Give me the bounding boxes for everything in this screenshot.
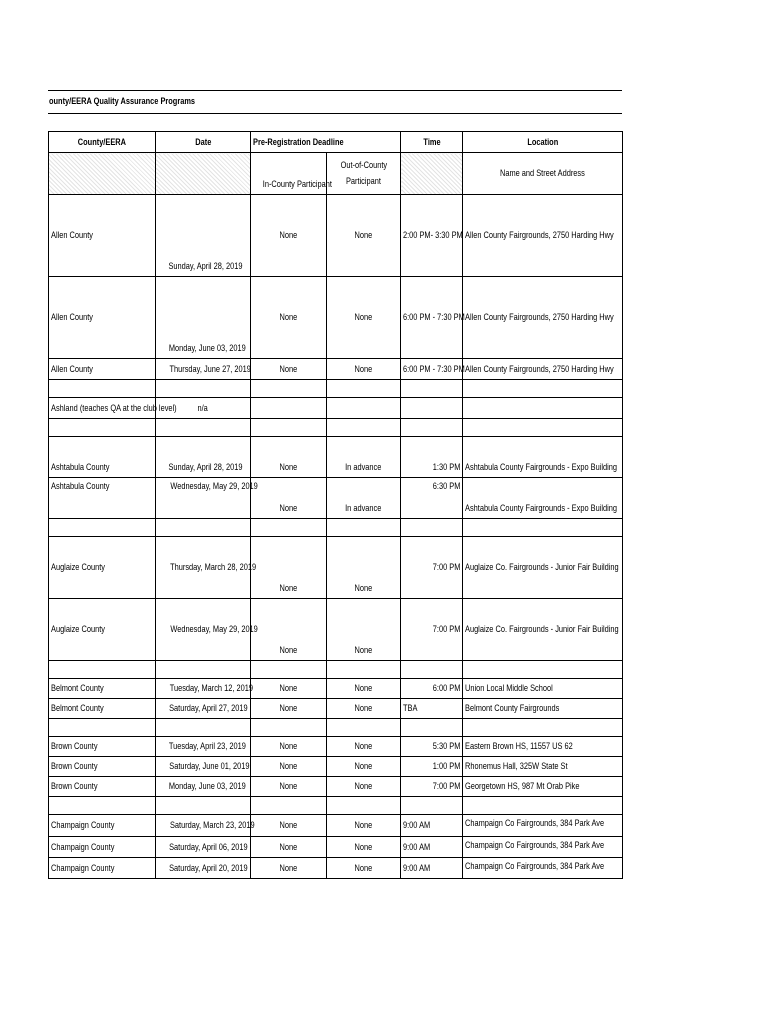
cell-out-county: None	[327, 679, 401, 699]
cell-county: Auglaize County	[49, 537, 156, 599]
cell-out-county: None	[327, 195, 401, 277]
cell-date: Wednesday, May 29, 2019	[156, 478, 251, 519]
table-row	[49, 478, 623, 519]
cell-time: 1:30 PM	[401, 437, 463, 478]
header-row	[49, 132, 623, 153]
cell-time: 6:30 PM	[401, 478, 463, 519]
cell-out-county: None	[327, 858, 401, 879]
cell-time: 9:00 AM	[401, 815, 463, 837]
title-bar	[48, 90, 622, 114]
page-title: ounty/EERA Quality Assurance Programs	[49, 96, 196, 107]
subheader-out-county: Out-of-County Participant	[327, 153, 401, 195]
cell-date: Saturday, April 20, 2019	[156, 858, 251, 879]
spacer-row	[49, 661, 623, 679]
cell-location: Allen County Fairgrounds, 2750 Harding Hwy	[463, 277, 623, 359]
header-time: Time	[401, 132, 463, 153]
cell-date: Thursday, March 28, 2019	[156, 537, 251, 599]
subheader-blank	[156, 153, 251, 195]
cell-county: Allen County	[49, 195, 156, 277]
cell-date: Saturday, June 01, 2019	[156, 757, 251, 777]
cell-in-county: None	[251, 699, 327, 719]
table-row	[49, 837, 623, 858]
table-row	[49, 815, 623, 837]
cell-date: Sunday, April 28, 2019	[156, 195, 251, 277]
spacer-row	[49, 380, 623, 398]
cell-location: Eastern Brown HS, 11557 US 62	[463, 737, 623, 757]
cell-time: 6:00 PM	[401, 679, 463, 699]
table-row	[49, 679, 623, 699]
cell-time: 7:00 PM	[401, 537, 463, 599]
table-row	[49, 359, 623, 380]
table-row	[49, 537, 623, 599]
subheader-blank	[401, 153, 463, 195]
cell-in-county: None	[251, 777, 327, 797]
cell-location: Ashtabula County Fairgrounds - Expo Building	[463, 478, 623, 519]
cell-in-county: None	[251, 537, 327, 599]
cell-time: 2:00 PM- 3:30 PM	[401, 195, 463, 277]
spacer-row	[49, 519, 623, 537]
cell-date: n/a	[156, 398, 251, 419]
cell-location: Auglaize Co. Fairgrounds - Junior Fair Building	[463, 537, 623, 599]
cell-in-county: None	[251, 437, 327, 478]
cell-county: Belmont County	[49, 699, 156, 719]
cell-location: Auglaize Co. Fairgrounds - Junior Fair Building	[463, 599, 623, 661]
table-row	[49, 599, 623, 661]
spacer-row	[49, 419, 623, 437]
cell-county: Ashtabula County	[49, 478, 156, 519]
cell-county: Belmont County	[49, 679, 156, 699]
table-row	[49, 437, 623, 478]
cell-in-county: None	[251, 815, 327, 837]
cell-county: Brown County	[49, 737, 156, 757]
cell-location: Champaign Co Fairgrounds, 384 Park Ave	[463, 815, 623, 837]
cell-county: Champaign County	[49, 837, 156, 858]
cell-out-county: None	[327, 537, 401, 599]
cell-time: 6:00 PM - 7:30 PM	[401, 359, 463, 380]
cell-out-county: None	[327, 757, 401, 777]
cell-time: 7:00 PM	[401, 777, 463, 797]
cell-date: Sunday, April 28, 2019	[156, 437, 251, 478]
cell-county: Ashland (teaches QA at the club level)	[49, 398, 156, 419]
cell-time: 1:00 PM	[401, 757, 463, 777]
subheader-blank	[49, 153, 156, 195]
cell-date: Saturday, April 06, 2019	[156, 837, 251, 858]
cell-out-county: None	[327, 777, 401, 797]
cell-county: Brown County	[49, 757, 156, 777]
cell-date: Wednesday, May 29, 2019	[156, 599, 251, 661]
cell-date: Tuesday, March 12, 2019	[156, 679, 251, 699]
subheader-row	[49, 153, 623, 195]
cell-out-county: None	[327, 359, 401, 380]
cell-location: Champaign Co Fairgrounds, 384 Park Ave	[463, 837, 623, 858]
cell-county: Champaign County	[49, 858, 156, 879]
table-row	[49, 737, 623, 757]
cell-date: Monday, June 03, 2019	[156, 777, 251, 797]
cell-location: Union Local Middle School	[463, 679, 623, 699]
cell-county: Champaign County	[49, 815, 156, 837]
cell-location: Rhonemus Hall, 325W State St	[463, 757, 623, 777]
table-row	[49, 195, 623, 277]
cell-county: Allen County	[49, 277, 156, 359]
cell-date: Thursday, June 27, 2019	[156, 359, 251, 380]
table-row	[49, 777, 623, 797]
cell-location: Champaign Co Fairgrounds, 384 Park Ave	[463, 858, 623, 879]
table-row	[49, 277, 623, 359]
cell-location: Belmont County Fairgrounds	[463, 699, 623, 719]
cell-time: TBA	[401, 699, 463, 719]
cell-out-county: None	[327, 599, 401, 661]
spacer-row	[49, 797, 623, 815]
header-location: Location	[463, 132, 623, 153]
cell-in-county: None	[251, 277, 327, 359]
cell-in-county: None	[251, 757, 327, 777]
cell-out-county: In advance	[327, 437, 401, 478]
table-row	[49, 398, 623, 419]
cell-out-county: None	[327, 737, 401, 757]
cell-in-county: None	[251, 858, 327, 879]
cell-in-county: None	[251, 837, 327, 858]
cell-location: Allen County Fairgrounds, 2750 Harding Hwy	[463, 359, 623, 380]
cell-location: Georgetown HS, 987 Mt Orab Pike	[463, 777, 623, 797]
cell-location: Allen County Fairgrounds, 2750 Harding Hwy	[463, 195, 623, 277]
cell-county: Ashtabula County	[49, 437, 156, 478]
cell-date: Tuesday, April 23, 2019	[156, 737, 251, 757]
cell-date: Saturday, April 27, 2019	[156, 699, 251, 719]
cell-out-county: None	[327, 699, 401, 719]
header-county: County/EERA	[49, 132, 156, 153]
cell-county: Auglaize County	[49, 599, 156, 661]
cell-time: 9:00 AM	[401, 858, 463, 879]
cell-location: Ashtabula County Fairgrounds - Expo Building	[463, 437, 623, 478]
cell-out-county: None	[327, 815, 401, 837]
header-date: Date	[156, 132, 251, 153]
cell-time: 6:00 PM - 7:30 PM	[401, 277, 463, 359]
cell-in-county: None	[251, 679, 327, 699]
table-row	[49, 699, 623, 719]
header-prereg: Pre-Registration Deadline	[251, 132, 401, 153]
cell-county: Allen County	[49, 359, 156, 380]
cell-date: Monday, June 03, 2019	[156, 277, 251, 359]
cell-in-county: None	[251, 737, 327, 757]
cell-time: 7:00 PM	[401, 599, 463, 661]
cell-time: 9:00 AM	[401, 837, 463, 858]
subheader-in-county: In-County Participant	[251, 153, 327, 195]
subheader-location: Name and Street Address	[463, 153, 623, 195]
table-row	[49, 858, 623, 879]
spacer-row	[49, 719, 623, 737]
cell-date: Saturday, March 23, 2019	[156, 815, 251, 837]
cell-in-county: None	[251, 478, 327, 519]
cell-county: Brown County	[49, 777, 156, 797]
cell-time: 5:30 PM	[401, 737, 463, 757]
cell-in-county: None	[251, 599, 327, 661]
cell-out-county: None	[327, 277, 401, 359]
cell-in-county: None	[251, 195, 327, 277]
cell-out-county: In advance	[327, 478, 401, 519]
qa-programs-table	[48, 131, 623, 879]
table-row	[49, 757, 623, 777]
cell-in-county: None	[251, 359, 327, 380]
cell-out-county: None	[327, 837, 401, 858]
